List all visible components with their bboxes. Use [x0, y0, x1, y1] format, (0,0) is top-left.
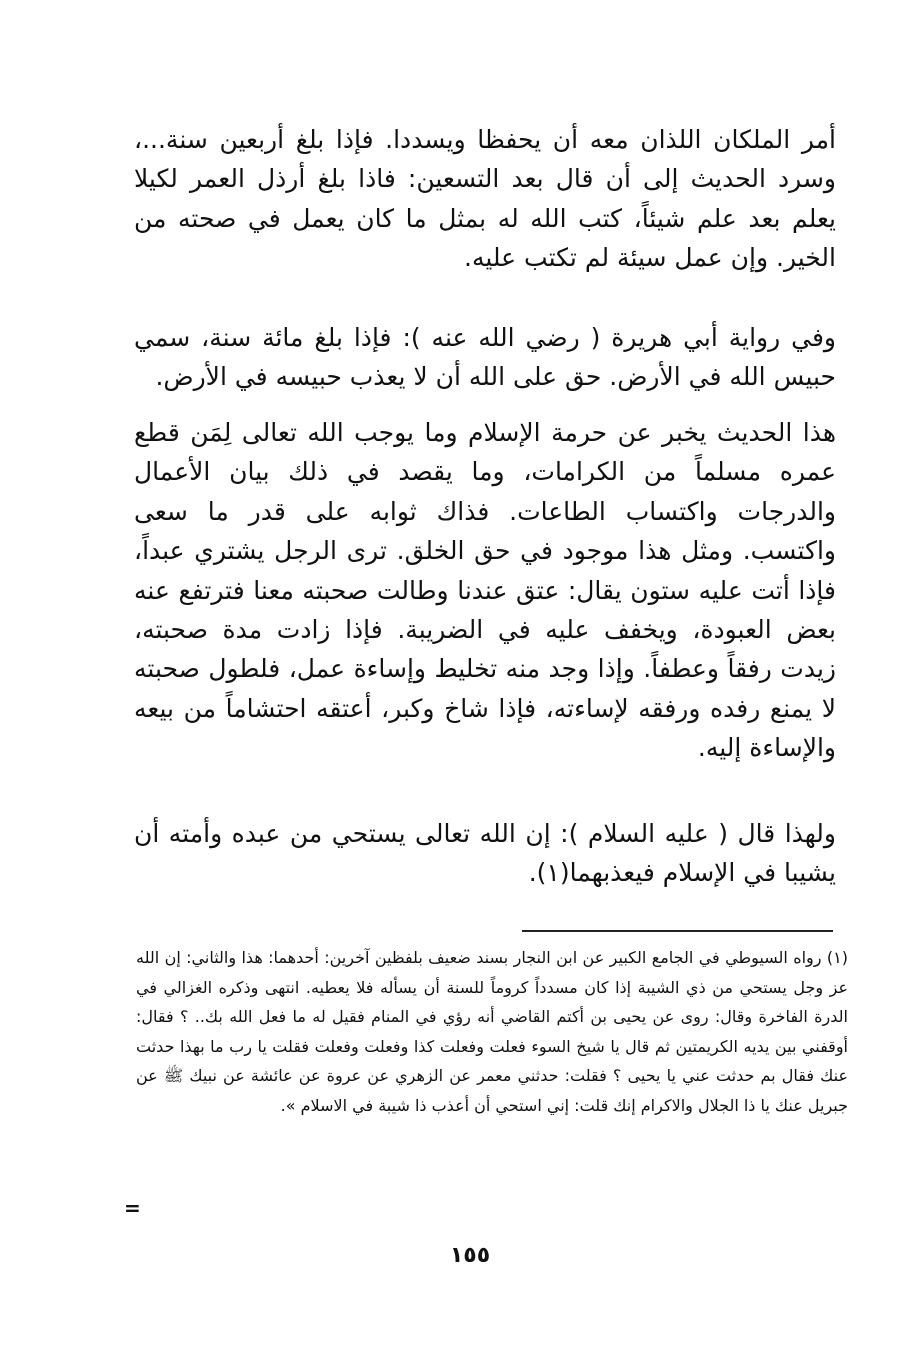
footnote-separator [522, 930, 833, 932]
body-paragraph-3: هذا الحديث يخبر عن حرمة الإسلام وما يوجب الله تعالى لِمَن قطع عمره مسلماً من الكرامات، وما يقصد في ذلك بيان الأعمال والدرجات واكتساب الطاعات. فذاك ثوابه على قدر ما سعى واكتسب. ومثل هذا موجود في حق الخلق. ترى الرجل يشتري عبداً، فإذا أتت عليه ستون يقال: عتق عندنا وطالت صحبته معنا فترتفع عنه بعض العبودة، ويخفف عليه في الضريبة. فإذا زادت مدة صحبته، زيدت رفقاً وعطفاً. وإذا وجد منه تخليط وإساءة عمل، فلطول صحبته لا يمنع رفده ورفقه لإساءته، فإذا شاخ وكبر، أعتقه احتشاماً من بيعه والإساءة إليه. [134, 418, 836, 763]
body-paragraph-1: أمر الملكان اللذان معه أن يحفظا ويسددا. فإذا بلغ أربعين سنة...، وسرد الحديث إلى أن قال بعد التسعين: فاذا بلغ أرذل العمر لكيلا يعلم بعد علم شيئاً، كتب الله له بمثل ما كان يعمل في صحته من الخير. وإن عمل سيئة لم تكتب عليه. [134, 125, 836, 273]
footnote [136, 943, 848, 1120]
footnote-number: (١) [826, 948, 848, 967]
footnote-text: رواه السيوطي في الجامع الكبير عن ابن النجار بسند ضعيف بلفظين آخرين: أحدهما: هذا والثاني: إن الله عز وجل يستحي من ذي الشيبة إذا كان مسدداً كروماً للسنة أن يسأله فلا يعطيه. انتهى وذكره الغزالي في الدرة الفاخرة وقال: روى عن يحيى بن أكتم القاضي أنه رؤي في المنام فقيل له ما فعل الله بك.. ؟ فقال: أوقفني بين يديه الكريمتين ثم قال يا شيخ السوء فعلت وفعلت كذا وفعلت وفعلت فقلت يا رب ما بهذا حدثت عنك فقال بم حدثت عني يا يحيى ؟ فقلت: حدثني معمر عن الزهري عن عروة عن عائشة عن نبيك ﷺ عن جبريل عنك يا ذا الجلال والاكرام إنك قلت: إني استحي أن أعذب ذا شيبة في الاسلام ». [136, 948, 848, 1115]
body-paragraph-4-text: ولهذا قال ( عليه السلام ): إن الله تعالى يستحي من عبده وأمته أن يشيبا في الإسلام فيعذبهما [134, 819, 836, 888]
footnote-continuation-mark: = [124, 1196, 141, 1220]
footnote-reference: (١). [528, 858, 570, 888]
body-paragraph-4 [134, 814, 836, 893]
body-paragraph-2: وفي رواية أبي هريرة ( رضي الله عنه ): فإذا بلغ مائة سنة، سمي حبيس الله في الأرض. حق على الله أن لا يعذب حبيسه في الأرض. [134, 323, 836, 392]
page-number: ١٥٥ [449, 1243, 491, 1268]
